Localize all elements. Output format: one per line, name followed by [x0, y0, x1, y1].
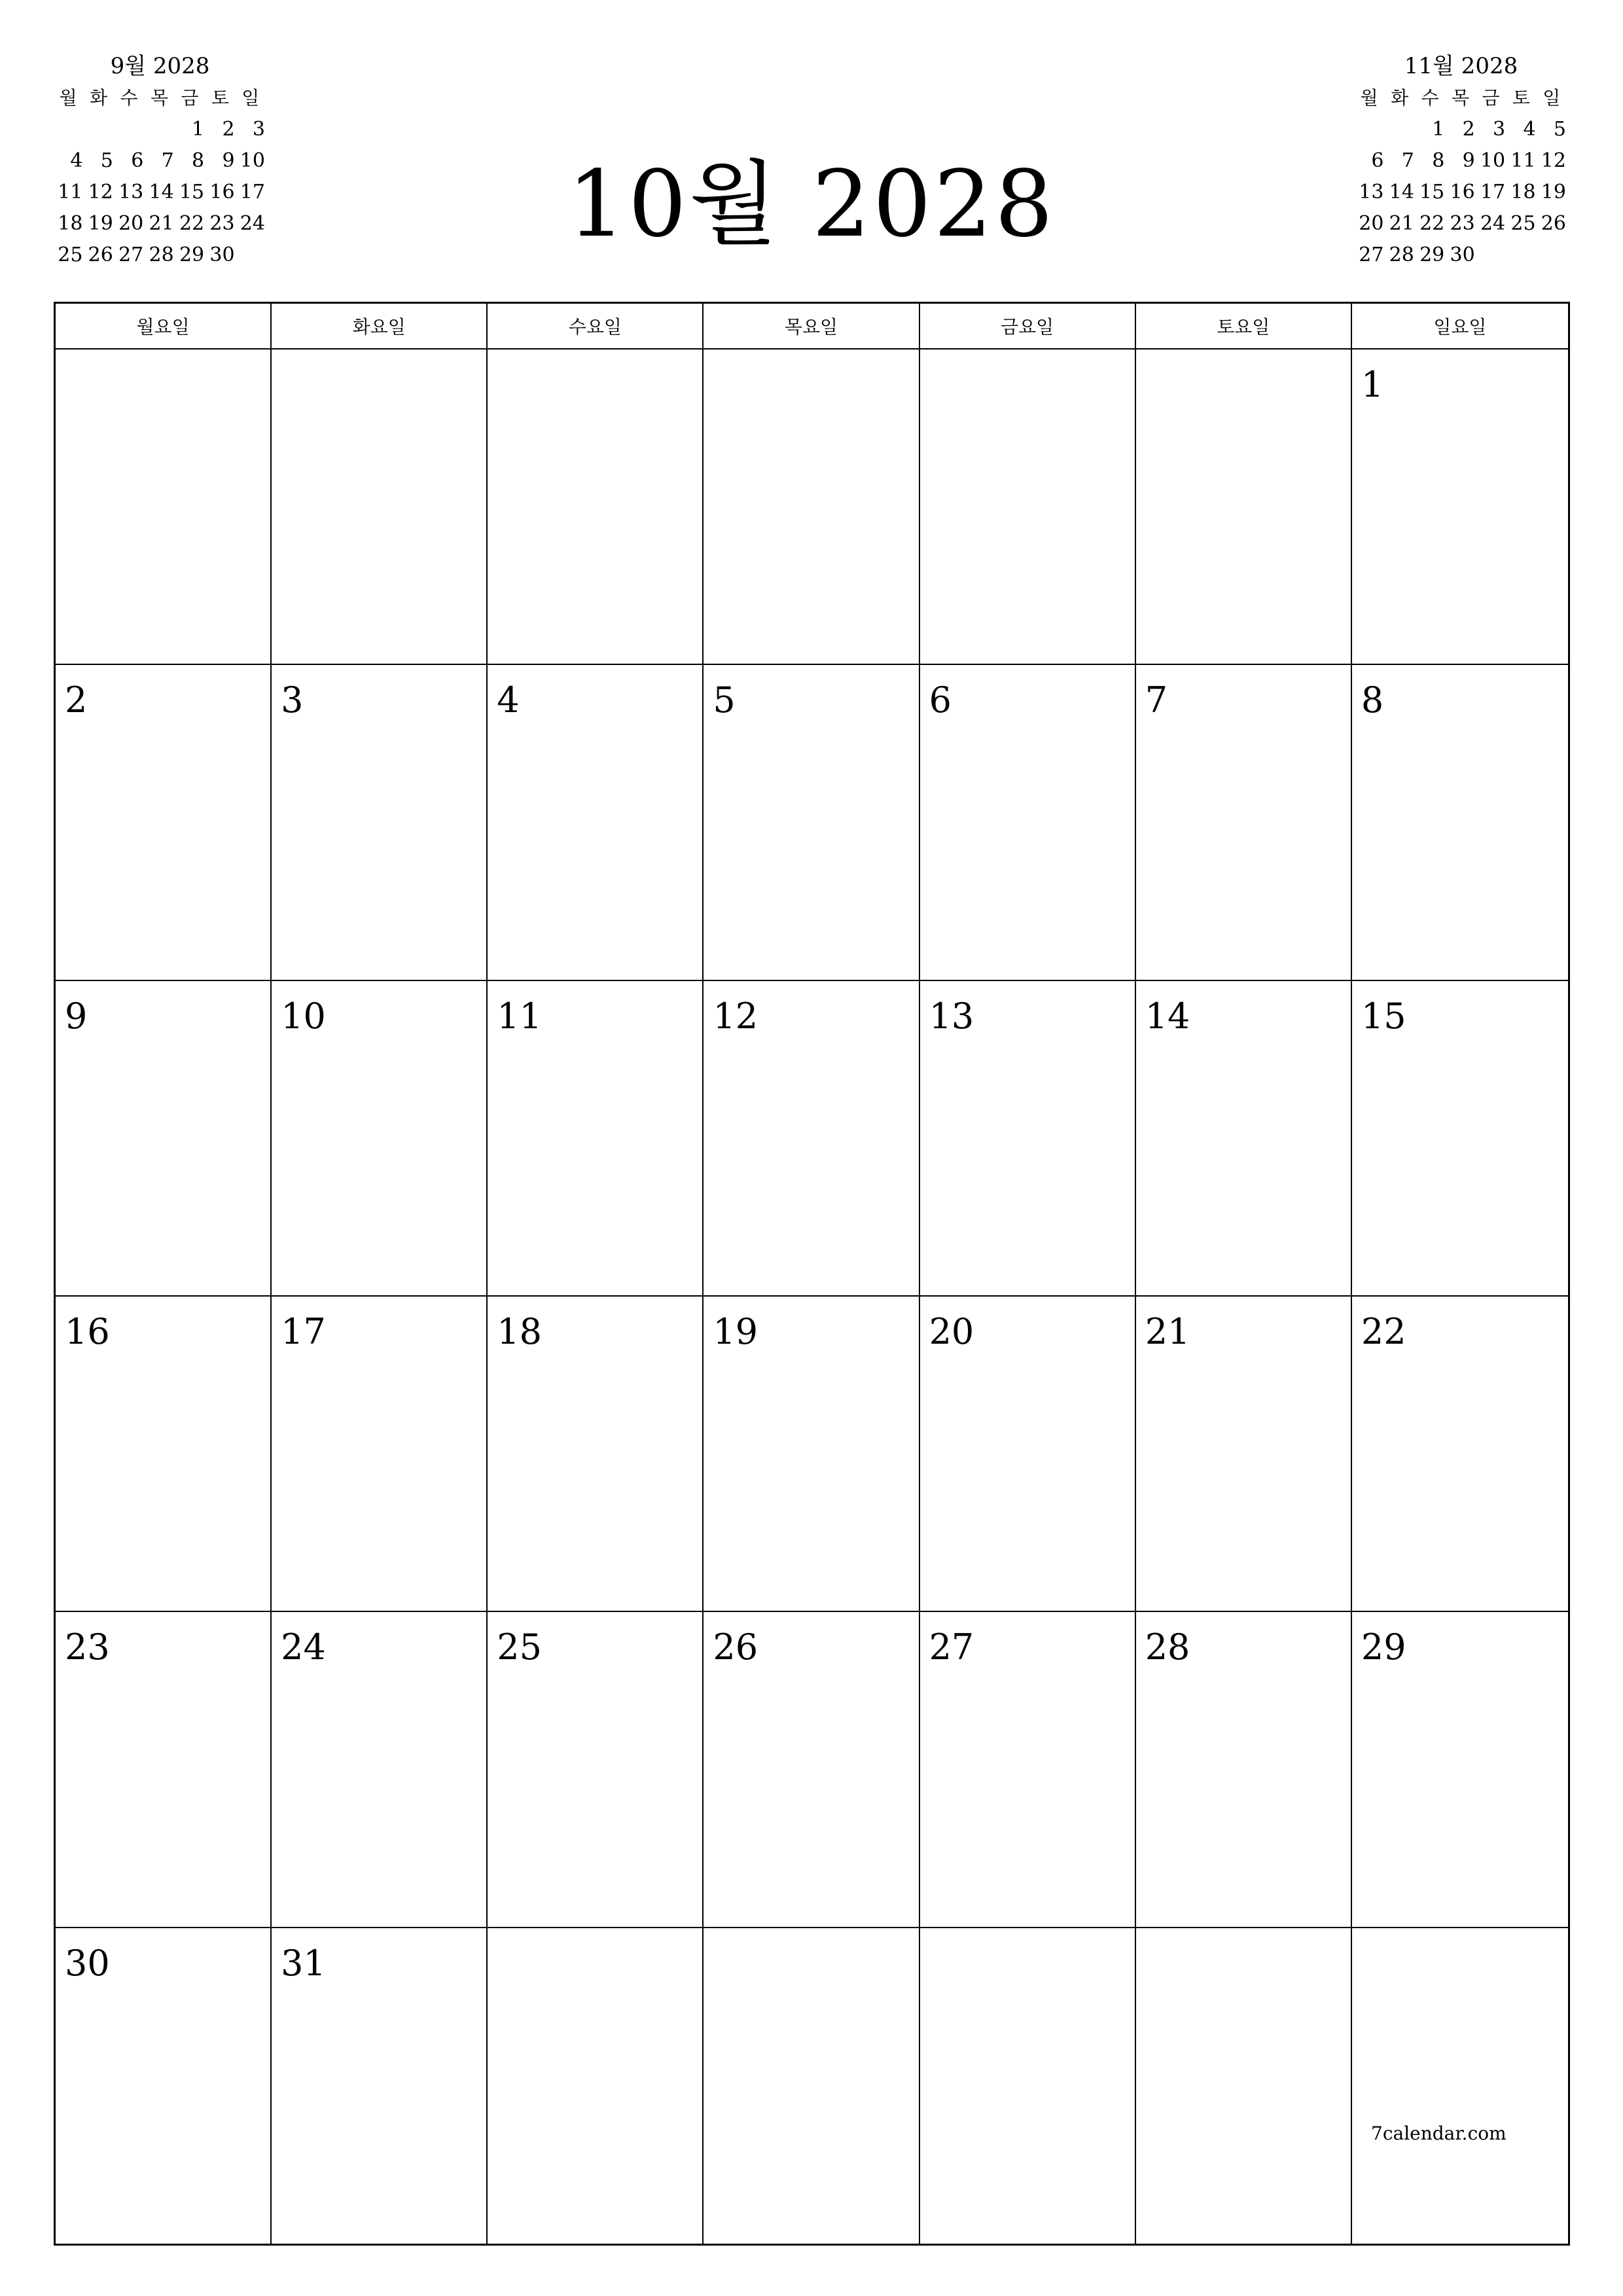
day-cell	[920, 1612, 1136, 1928]
next-month-day	[1507, 240, 1537, 271]
weekday-header: 월요일	[56, 304, 272, 350]
day-number: 26	[713, 1626, 758, 1668]
prev-month-day: 19	[88, 212, 113, 235]
day-number: 11	[497, 995, 542, 1037]
day-cell	[488, 1612, 704, 1928]
prev-month-day: 20	[118, 212, 144, 235]
prev-month-title: 9월 2028	[110, 53, 210, 79]
page-title: 10월 2028	[567, 151, 1056, 258]
next-month-day: 9	[1462, 149, 1475, 172]
next-month-weekday: 수	[1421, 87, 1439, 109]
day-number: 2	[65, 679, 88, 721]
weekday-header: 토요일	[1136, 304, 1352, 350]
next-month-day: 29	[1419, 243, 1445, 266]
prev-month-day: 16	[209, 181, 235, 204]
next-month-title: 11월 2028	[1404, 53, 1518, 79]
day-number: 24	[281, 1626, 326, 1668]
day-number: 19	[713, 1311, 758, 1352]
prev-month-day: 22	[179, 212, 205, 235]
prev-month-day: 23	[209, 212, 235, 235]
next-month-day: 25	[1510, 212, 1536, 235]
day-cell	[704, 665, 919, 980]
weekday-header: 금요일	[920, 304, 1136, 350]
prev-month-day: 9	[222, 149, 235, 172]
next-month-day: 15	[1419, 181, 1445, 204]
prev-month-day: 24	[240, 212, 265, 235]
day-cell	[1136, 665, 1352, 980]
day-cell	[1352, 1612, 1568, 1928]
prev-month-day: 29	[179, 243, 205, 266]
day-number: 25	[497, 1626, 542, 1668]
day-number: 8	[1361, 679, 1384, 721]
prev-month-day	[236, 240, 266, 271]
next-month-day: 11	[1510, 149, 1536, 172]
day-cell	[1352, 1297, 1568, 1612]
next-month-day: 23	[1450, 212, 1475, 235]
prev-month-day: 1	[192, 118, 205, 141]
next-month-day: 16	[1450, 181, 1475, 204]
day-cell	[1352, 665, 1568, 980]
prev-month-day: 30	[209, 243, 235, 266]
next-month-day: 5	[1553, 118, 1566, 141]
day-number: 28	[1145, 1626, 1190, 1668]
prev-month-weekday: 수	[120, 87, 138, 109]
day-number: 12	[713, 995, 758, 1037]
next-month-day	[1537, 240, 1567, 271]
day-cell	[488, 665, 704, 980]
prev-month-weekday: 월	[59, 87, 77, 109]
day-cell	[272, 350, 488, 665]
day-cell	[920, 350, 1136, 665]
next-month-weekday: 월	[1360, 87, 1378, 109]
day-number: 4	[497, 679, 520, 721]
next-month-day: 3	[1493, 118, 1506, 141]
day-cell	[920, 981, 1136, 1297]
prev-month-day: 21	[149, 212, 174, 235]
next-month-day: 7	[1401, 149, 1414, 172]
prev-month-day: 26	[88, 243, 113, 266]
watermark: 7calendar.com	[1371, 2123, 1507, 2144]
next-month-day: 26	[1541, 212, 1566, 235]
day-cell	[1352, 1928, 1568, 2244]
prev-month-day: 4	[70, 149, 83, 172]
day-number: 14	[1145, 995, 1190, 1037]
day-cell	[1352, 981, 1568, 1297]
day-cell	[488, 350, 704, 665]
day-cell	[56, 665, 272, 980]
prev-month-day: 10	[240, 149, 265, 172]
day-number: 21	[1145, 1311, 1190, 1352]
next-month-weekday: 일	[1543, 87, 1561, 109]
next-month-day: 19	[1541, 181, 1566, 204]
day-cell	[920, 665, 1136, 980]
day-cell	[272, 981, 488, 1297]
day-number: 6	[929, 679, 952, 721]
next-month-day: 2	[1462, 118, 1475, 141]
day-cell	[1136, 981, 1352, 1297]
day-cell	[56, 1612, 272, 1928]
next-month-day: 12	[1541, 149, 1566, 172]
next-month-day: 30	[1450, 243, 1475, 266]
next-month-day: 13	[1359, 181, 1384, 204]
day-cell	[488, 981, 704, 1297]
prev-month-day: 25	[58, 243, 83, 266]
prev-month-day: 8	[192, 149, 205, 172]
day-cell	[56, 981, 272, 1297]
next-month-day: 24	[1480, 212, 1506, 235]
day-cell	[1136, 1612, 1352, 1928]
next-month-weekday: 토	[1512, 87, 1530, 109]
day-number: 5	[713, 679, 736, 721]
next-month-day: 6	[1371, 149, 1384, 172]
next-month-weekday: 금	[1482, 87, 1500, 109]
prev-month-day	[54, 114, 84, 145]
prev-month-day: 5	[100, 149, 113, 172]
day-number: 7	[1145, 679, 1168, 721]
next-month-day: 20	[1359, 212, 1384, 235]
prev-month-day: 3	[252, 118, 265, 141]
day-cell	[704, 1297, 919, 1612]
prev-month-weekday-row	[54, 82, 266, 114]
weekday-header: 화요일	[272, 304, 488, 350]
prev-month-day: 15	[179, 181, 205, 204]
next-month-day: 28	[1389, 243, 1414, 266]
day-number: 23	[65, 1626, 110, 1668]
prev-month-day: 17	[240, 181, 265, 204]
prev-month-day	[115, 114, 145, 145]
day-cell	[704, 350, 919, 665]
day-number: 10	[281, 995, 326, 1037]
month-calendar-grid	[54, 302, 1570, 2246]
day-number: 20	[929, 1311, 974, 1352]
next-month-days	[1355, 114, 1567, 271]
day-cell	[272, 1928, 488, 2244]
day-number: 16	[65, 1311, 110, 1352]
day-cell	[704, 1612, 919, 1928]
day-number: 30	[65, 1942, 110, 1984]
prev-month-day: 2	[222, 118, 235, 141]
day-cell	[1352, 350, 1568, 665]
next-month-day: 8	[1432, 149, 1445, 172]
prev-month-day: 13	[118, 181, 144, 204]
day-number: 31	[281, 1942, 326, 1984]
next-month-day: 27	[1359, 243, 1384, 266]
prev-month-day	[84, 114, 114, 145]
day-cell	[704, 1928, 919, 2244]
day-number: 17	[281, 1311, 326, 1352]
day-cell	[488, 1928, 704, 2244]
prev-month-day: 18	[58, 212, 83, 235]
next-month-day	[1385, 114, 1415, 145]
day-number: 27	[929, 1626, 974, 1668]
prev-month-day: 7	[161, 149, 174, 172]
prev-month-weekday: 금	[181, 87, 199, 109]
day-cell	[272, 1297, 488, 1612]
prev-month-day	[145, 114, 175, 145]
prev-month-weekday: 화	[90, 87, 108, 109]
day-cell	[56, 350, 272, 665]
day-cell	[272, 665, 488, 980]
next-month-day: 1	[1432, 118, 1445, 141]
prev-month-weekday: 목	[150, 87, 169, 109]
prev-month-day: 14	[149, 181, 174, 204]
day-number: 22	[1361, 1311, 1406, 1352]
next-month-weekday: 목	[1451, 87, 1470, 109]
next-month-day: 17	[1480, 181, 1506, 204]
day-number: 1	[1361, 364, 1384, 405]
next-month-mini-calendar	[1355, 51, 1567, 271]
day-cell	[1136, 350, 1352, 665]
weekday-header: 목요일	[704, 304, 919, 350]
next-month-day: 14	[1389, 181, 1414, 204]
next-month-day: 18	[1510, 181, 1536, 204]
day-number: 3	[281, 679, 304, 721]
prev-month-weekday: 토	[211, 87, 229, 109]
prev-month-day: 11	[58, 181, 83, 204]
day-cell	[1136, 1928, 1352, 2244]
weekday-header: 일요일	[1352, 304, 1568, 350]
prev-month-days	[54, 114, 266, 271]
prev-month-mini-calendar	[54, 51, 266, 271]
prev-month-weekday: 일	[241, 87, 260, 109]
prev-month-day: 6	[131, 149, 144, 172]
day-cell	[488, 1297, 704, 1612]
day-cell	[272, 1612, 488, 1928]
day-cell	[920, 1297, 1136, 1612]
day-cell	[56, 1297, 272, 1612]
day-number: 18	[497, 1311, 542, 1352]
day-cell	[704, 981, 919, 1297]
weekday-header: 수요일	[488, 304, 704, 350]
next-month-day: 4	[1523, 118, 1536, 141]
day-number: 13	[929, 995, 974, 1037]
prev-month-day: 12	[88, 181, 113, 204]
prev-month-day: 28	[149, 243, 174, 266]
prev-month-day: 27	[118, 243, 144, 266]
day-number: 29	[1361, 1626, 1406, 1668]
next-month-day	[1476, 240, 1507, 271]
next-month-weekday: 화	[1391, 87, 1409, 109]
next-month-day: 21	[1389, 212, 1414, 235]
next-month-day	[1355, 114, 1385, 145]
day-cell	[920, 1928, 1136, 2244]
day-number: 9	[65, 995, 88, 1037]
day-cell	[1136, 1297, 1352, 1612]
day-cell	[56, 1928, 272, 2244]
day-number: 15	[1361, 995, 1406, 1037]
next-month-day: 10	[1480, 149, 1506, 172]
next-month-day: 22	[1419, 212, 1445, 235]
next-month-weekday-row	[1355, 82, 1567, 114]
